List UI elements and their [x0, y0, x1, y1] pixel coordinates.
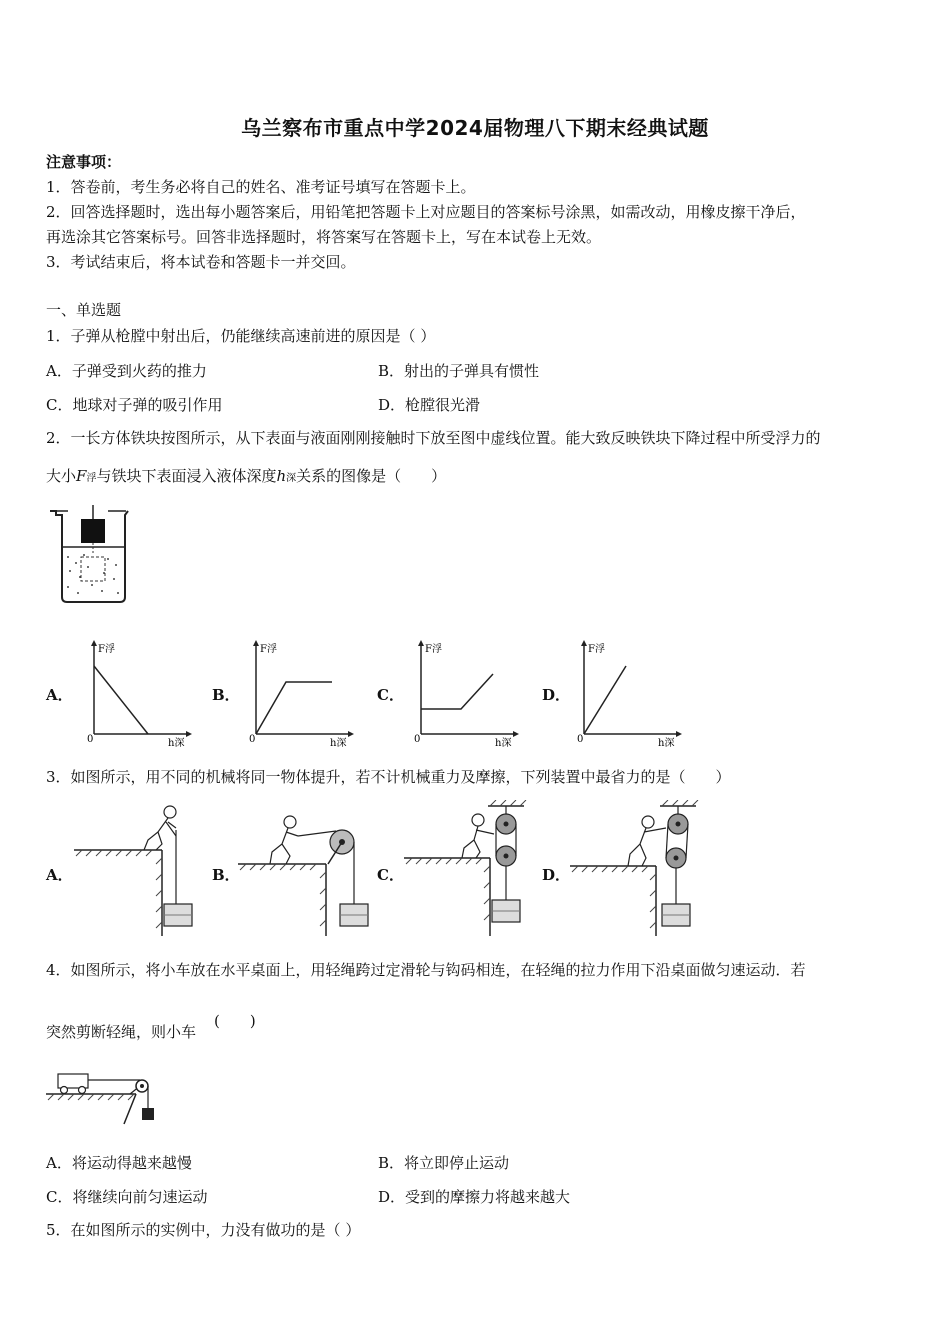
q2-graph-d-line — [584, 666, 626, 734]
notice-item-3: 3．考试结束后，将本试卷和答题卡一并交回。 — [46, 253, 356, 271]
q1-stem: 1．子弹从枪膛中射出后，仍能继续高速前进的原因是（ ） — [46, 327, 436, 345]
q4-stem-line1: 4．如图所示，将小车放在水平桌面上，用轻绳跨过定滑轮与钩码相连，在轻绳的拉力作用下沿桌面做匀速运动．若 — [46, 961, 806, 979]
q4-figure-cart-pulley — [44, 1068, 164, 1128]
notice-item-2: 2．回答选择题时，选出每小题答案后，用铅笔把答题卡上对应题目的答案标号涂黑，如需改动，用橡皮擦干净后， — [46, 203, 806, 221]
q2-stem-post: 关系的图像是（ ） — [296, 467, 447, 485]
q3-option-c-label[interactable]: C． — [377, 866, 404, 884]
notice-item-2-cont: 再选涂其它答案标号。回答非选择题时，将答案写在答题卡上，写在本试卷上无效。 — [46, 228, 602, 246]
q3-stem: 3．如图所示，用不同的机械将同一物体提升，若不计机械重力及摩擦，下列装置中最省力的是（ ） — [46, 768, 731, 786]
q2-graph-b[interactable] — [246, 638, 356, 750]
q2-graph-b-ylabel: F浮 — [260, 644, 277, 655]
q2-graph-b-origin: 0 — [249, 734, 256, 745]
section-heading: 一、单选题 — [46, 301, 122, 319]
q2-graph-b-xlabel: h深 — [330, 738, 347, 749]
q2-graph-d[interactable] — [574, 638, 684, 750]
q2-graph-c-origin: 0 — [414, 734, 421, 745]
q2-graph-a[interactable] — [84, 638, 194, 750]
q2-graph-b-line — [256, 682, 332, 734]
q2-graph-a-ylabel: F浮 — [98, 644, 115, 655]
q2-stem-pre: 大小 — [46, 467, 77, 485]
q4-stem-line2: 突然剪断轻绳，则小车 — [46, 1023, 197, 1041]
q2-stem-mid: 与铁块下表面浸入液体深度 — [96, 467, 277, 485]
q2-graph-c[interactable] — [411, 638, 521, 750]
q2-option-b-label[interactable]: B． — [212, 686, 240, 704]
q5-stem: 5．在如图所示的实例中，力没有做功的是（ ） — [46, 1221, 361, 1239]
q3-figure-c[interactable] — [402, 800, 542, 940]
q2-graph-a-origin: 0 — [87, 734, 94, 745]
q2-graph-c-line — [421, 674, 493, 709]
q4-option-a[interactable]: A．将运动得越来越慢 — [46, 1154, 192, 1172]
q2-beaker-figure — [48, 505, 133, 605]
q3-figure-a[interactable] — [72, 800, 204, 940]
q2-graph-d-origin: 0 — [577, 734, 584, 745]
q2-graph-d-xlabel: h深 — [658, 738, 675, 749]
q2-graph-c-xlabel: h深 — [495, 738, 512, 749]
q3-figure-b[interactable] — [236, 800, 376, 940]
q2-var-f: F — [76, 467, 87, 485]
q2-graph-d-ylabel: F浮 — [588, 644, 605, 655]
q3-option-b-label[interactable]: B． — [212, 866, 240, 884]
q1-option-b[interactable]: B．射出的子弹具有惯性 — [378, 362, 540, 380]
q4-option-d[interactable]: D．受到的摩擦力将越来越大 — [378, 1188, 571, 1206]
page-title: 乌兰察布市重点中学2024届物理八下期末经典试题 — [241, 116, 709, 140]
q3-option-a-label[interactable]: A． — [46, 866, 73, 884]
q2-stem-line1: 2．一长方体铁块按图所示，从下表面与液面刚刚接触时下放至图中虚线位置。能大致反映铁块下降过程中所受浮力的 — [46, 429, 821, 447]
q4-answer-paren: ( ) — [214, 1012, 256, 1030]
q2-option-a-label[interactable]: A． — [46, 686, 73, 704]
q2-stem-line2 — [46, 466, 446, 489]
q1-option-d[interactable]: D．枪膛很光滑 — [378, 396, 481, 414]
notice-heading: 注意事项： — [46, 153, 122, 171]
q2-graph-c-ylabel: F浮 — [425, 644, 442, 655]
q2-sub-fu: 浮 — [86, 473, 97, 484]
q2-graph-a-line — [94, 666, 148, 734]
notice-item-1: 1．答卷前，考生务必将自己的姓名、准考证号填写在答题卡上。 — [46, 178, 476, 196]
q2-var-h: h — [276, 467, 287, 485]
q2-option-d-label[interactable]: D． — [542, 686, 571, 704]
q1-option-a[interactable]: A．子弹受到火药的推力 — [46, 362, 207, 380]
q4-option-b[interactable]: B．将立即停止运动 — [378, 1154, 510, 1172]
q1-option-c[interactable]: C．地球对子弹的吸引作用 — [46, 396, 223, 414]
q4-option-c[interactable]: C．将继续向前匀速运动 — [46, 1188, 208, 1206]
q2-sub-shen: 深 — [286, 473, 297, 484]
q2-option-c-label[interactable]: C． — [377, 686, 404, 704]
q2-graph-a-xlabel: h深 — [168, 738, 185, 749]
q3-option-d-label[interactable]: D． — [542, 866, 571, 884]
q3-figure-d[interactable] — [568, 800, 708, 940]
